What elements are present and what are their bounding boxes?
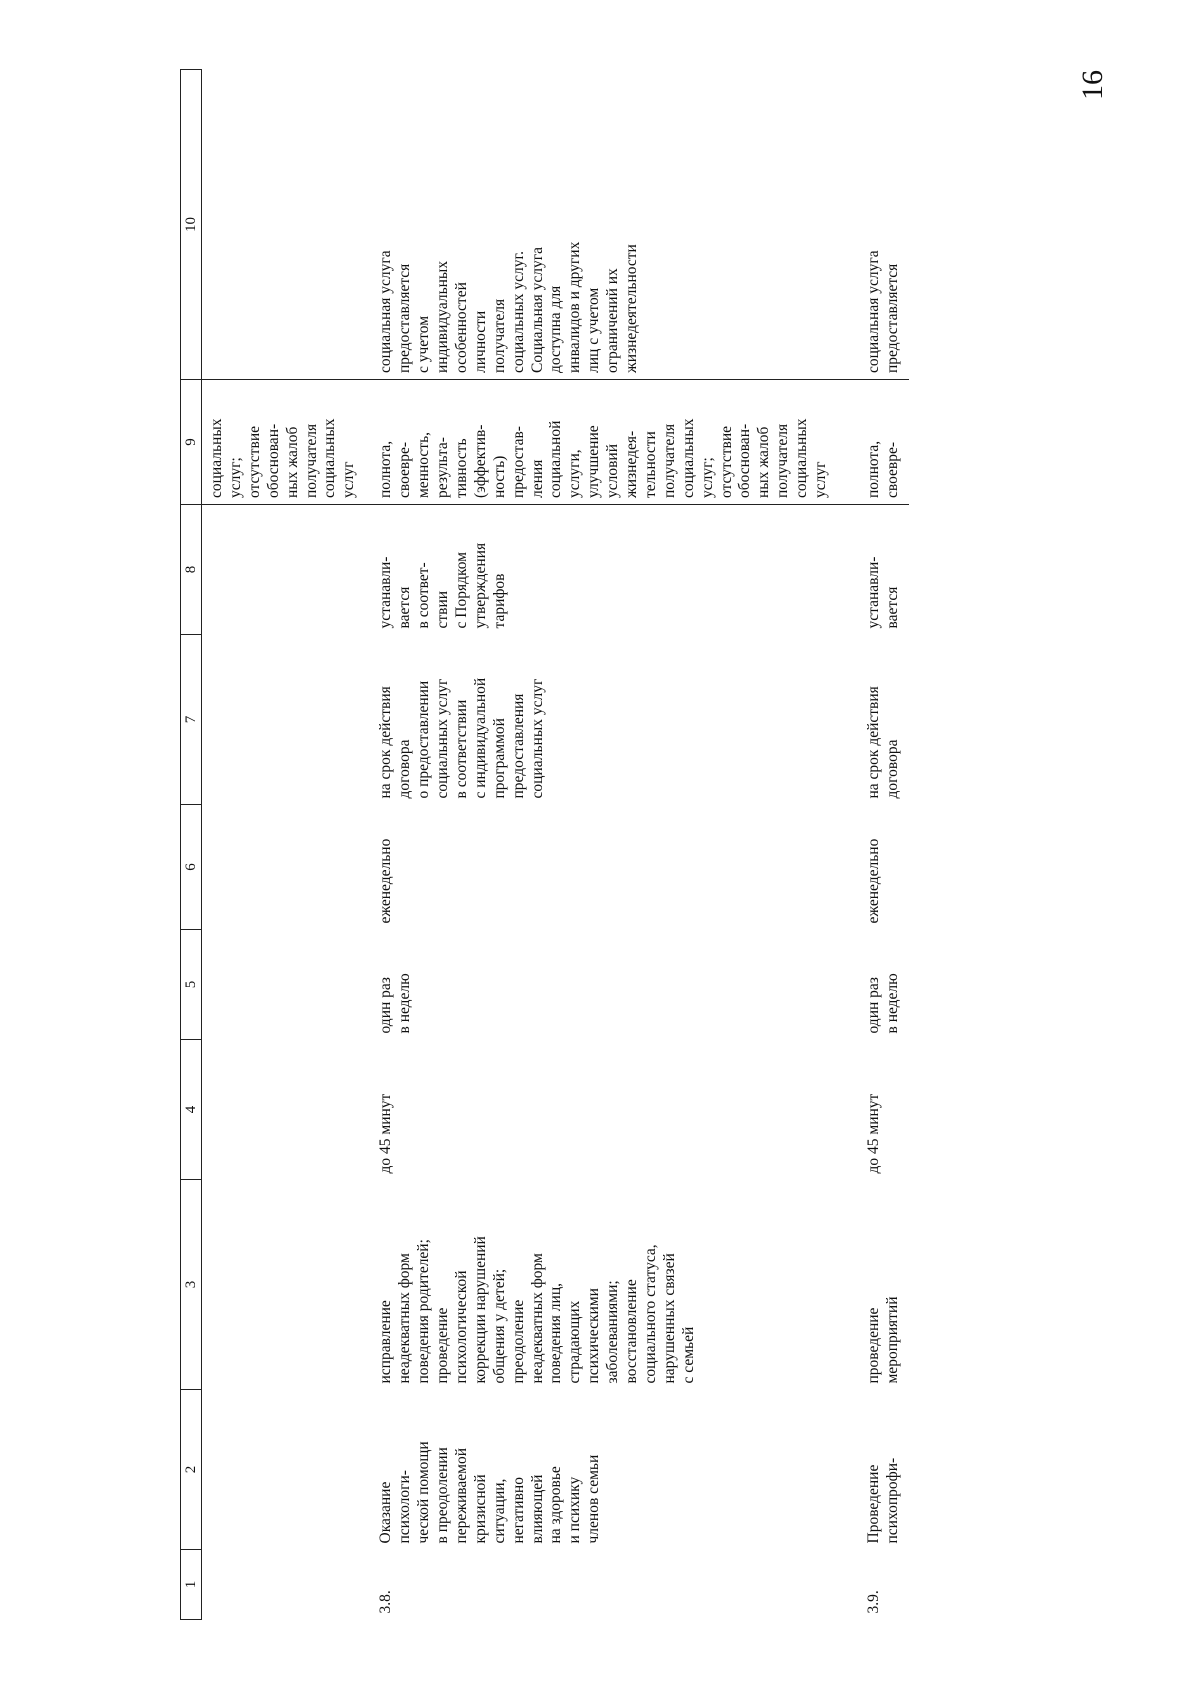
column-header: 5 [181,930,202,1040]
services-table [180,69,909,1620]
cell-line: с индивидуальной [471,677,489,799]
cell-line: исправление [377,1300,395,1384]
page-number: 16 [1076,70,1109,100]
cell-line: тарифов [490,573,508,629]
cell-line: поведения лиц, [547,1282,565,1384]
column-header: 4 [181,1040,202,1180]
cell-line: получателя [660,423,678,498]
cell-line: социальных услуг [433,678,451,799]
cell-line: нарушенных связей [660,1253,678,1384]
cell-line: неадекватных форм [396,1253,414,1384]
term-cell [373,635,861,805]
cell-line: личности [471,310,489,373]
cell-line: отсутствие [245,425,263,498]
cell-line: тельности [641,431,659,498]
cell-line: ствии [433,590,451,629]
cell-line: психопрофи- [883,1457,901,1544]
frequency-cell [861,930,909,1040]
cell-line: ограничений их [604,268,622,373]
cell-line: услуг [812,461,830,498]
quality-indicators-cell [861,380,909,505]
cell-line: социального статуса, [641,1244,659,1384]
cell-line: договора [396,739,414,799]
cell-line: предоставляется [396,263,414,373]
cell-line: полнота, [865,440,882,498]
column-header: 10 [181,70,202,380]
cell-line: социальных [208,418,225,498]
cell-line: получателя [490,298,508,373]
cell-line: негативно [509,1477,527,1544]
cell-line: ных жалоб [755,426,773,498]
column-header: 9 [181,380,202,505]
cell-line: социальных услуг [528,678,546,799]
cell-line: психическими [585,1288,603,1384]
row-number: 3.8. [377,1590,395,1614]
column-header: 6 [181,805,202,930]
cell-line: членов семьи [585,1454,603,1544]
cell-line: устанавли- [377,556,395,629]
cell-line: социальной [547,420,565,498]
schedule-cell: еженедельно [865,838,882,924]
cell-line: страдающих [566,1300,584,1384]
cell-line: результа- [433,437,451,498]
continuation-row [202,70,374,1620]
cell-line: индивидуальных [433,260,451,373]
cell-line: отсутствие [717,425,735,498]
duration-cell: до 45 минут [377,1093,395,1174]
conditions-cell [861,70,909,380]
cell-line: в неделю [883,973,901,1034]
cell-line: один раз [377,977,395,1034]
column-header: 1 [181,1550,202,1620]
cell-line: жизнедея- [623,430,641,498]
cell-line: преодоление [509,1299,527,1384]
cell-line: предоставляется [883,263,901,373]
cell-line: получателя [302,423,320,498]
cell-line: и психику [566,1476,584,1544]
column-header: 2 [181,1390,202,1550]
column-header: 3 [181,1180,202,1390]
cell-line: психологи- [396,1470,414,1544]
service-name-cell [373,1390,861,1550]
cell-line: (эффектив- [471,424,489,498]
row-number: 3.9. [865,1590,882,1614]
cell-line: услуг [340,461,358,498]
cell-line: ность) [490,455,508,498]
cell-line: социальных [679,418,697,498]
cell-line: предостав- [509,426,527,498]
cell-line: услуги, [566,449,584,498]
duration-cell: до 45 минут [865,1093,882,1174]
cell-line: в соответствии [452,699,470,799]
cell-line: социальных [793,418,811,498]
cell-line: своевре- [396,441,414,498]
cell-line: проведение [433,1307,451,1384]
table-landscape-frame [180,70,1180,1620]
tariff-cell [861,505,909,635]
cell-line: на срок действия [865,686,882,799]
cell-line: утверждения [471,542,489,629]
cell-line: обоснован- [736,423,754,498]
cell-line: на срок действия [377,686,395,799]
cell-line: обоснован- [264,423,282,498]
cell-line: социальная услуга [377,250,395,373]
cell-line: условий [604,443,622,498]
cell-line: полнота, [377,440,395,498]
cell-line: инвалидов и других [566,241,584,373]
cell-line: вается [883,586,901,629]
cell-line: кризисной [471,1474,489,1544]
column-header: 8 [181,505,202,635]
cell-line: переживаемой [452,1447,470,1544]
cell-line: на здоровье [547,1466,565,1544]
column-header: 7 [181,635,202,805]
cell-line: общения у детей; [490,1268,508,1384]
cell-line: мероприятий [883,1296,901,1384]
cell-line: тивность [452,438,470,498]
rotated-table-wrapper [180,70,1180,1620]
service-description-cell [373,1180,861,1390]
cell-line: Социальная услуга [528,246,546,373]
cell-line: улучшение [585,425,603,498]
cell-line: в преодолении [433,1447,451,1544]
cell-line: поведения родителей; [415,1239,433,1384]
cell-line: доступна для [547,285,565,373]
cell-line: с учетом [415,315,433,373]
cell-line: социальных услуг. [509,251,527,373]
continuation-indicators-cell [202,380,374,505]
cell-line: восстановление [623,1279,641,1384]
cell-line: лиц с учетом [585,287,603,373]
cell-line: в соответ- [415,562,433,629]
cell-line: влияющей [528,1474,546,1544]
cell-line: предоставления [509,693,527,799]
quality-indicators-cell [373,380,861,505]
cell-line: услуг; [226,457,244,498]
cell-line: социальная услуга [865,250,882,373]
cell-line: Проведение [865,1464,882,1544]
cell-line: своевре- [883,441,901,498]
cell-line: ситуации, [490,1478,508,1544]
cell-line: договора [883,739,901,799]
cell-line: получателя [774,423,792,498]
cell-line: услуг; [698,457,716,498]
cell-line: ных жалоб [283,426,301,498]
cell-line: неадекватных форм [528,1253,546,1384]
cell-line: Оказание [377,1481,395,1544]
cell-line: жизнедеятельности [623,244,641,373]
table-row [861,70,909,1620]
table-row [373,70,861,1620]
service-name-cell [861,1390,909,1550]
cell-line: устанавли- [865,556,882,629]
cell-line: менность, [415,431,433,498]
cell-line: проведение [865,1307,882,1384]
cell-line: один раз [865,977,882,1034]
tariff-cell [373,505,861,635]
schedule-cell: еженедельно [377,838,395,924]
service-description-cell [861,1180,909,1390]
conditions-cell [373,70,861,380]
cell-line: программой [490,718,508,799]
cell-line: социальных [321,418,339,498]
cell-line: о предоставлении [415,680,433,799]
frequency-cell [373,930,861,1040]
cell-line: психологической [452,1270,470,1384]
cell-line: вается [396,586,414,629]
term-cell [861,635,909,805]
cell-line: особенностей [452,282,470,373]
cell-line: ческой помощи [415,1441,433,1544]
cell-line: с Порядком [452,552,470,629]
cell-line: заболеваниями; [604,1280,622,1384]
table-header-row [181,70,202,1620]
cell-line: в неделю [396,973,414,1034]
cell-line: коррекции нарушений [471,1236,489,1384]
cell-line: с семьей [679,1326,697,1384]
cell-line: ления [528,459,546,498]
